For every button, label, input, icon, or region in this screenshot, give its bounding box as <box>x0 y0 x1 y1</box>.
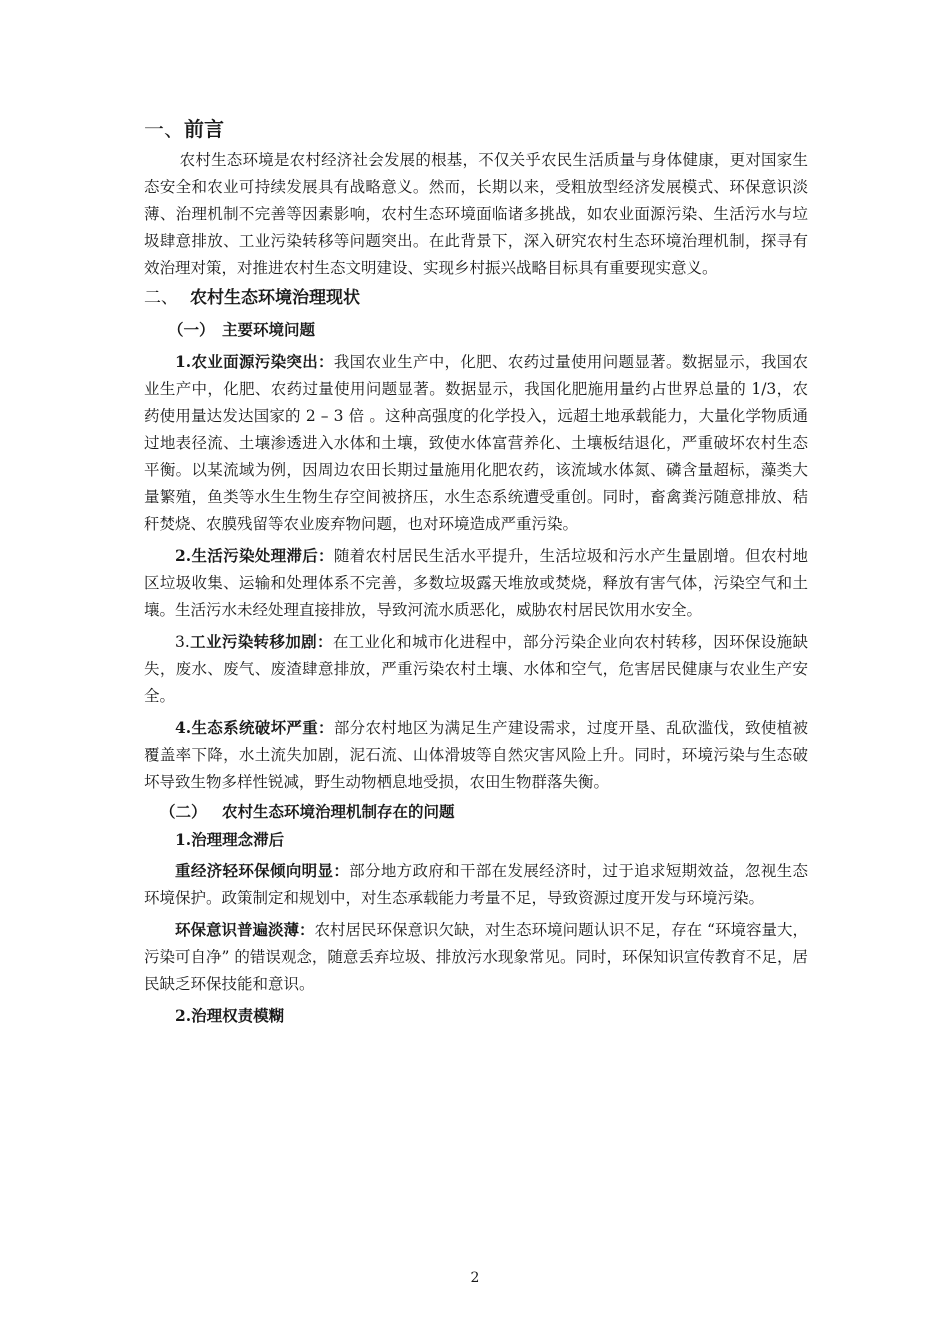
paragraph-ecosystem-damage <box>144 714 808 796</box>
paragraph-economy-over-environment <box>144 857 808 912</box>
paragraph-lead: 4.生态系统破坏严重： <box>175 718 334 737</box>
subsection-heading-mechanism <box>144 798 808 826</box>
intro-paragraph: 农村生态环境是农村经济社会发展的根基，不仅关乎农民生活质量与身体健康，更对国家生态安全和农业可持续发展具有战略意义。然而，长期以来，受粗放型经济发展模式、环保意识淡薄、治理机制不完善等因素影响，农村生态环境面临诸多挑战，如农业面源污染、生活污水与垃圾肆意排放、工业污染转移等问题突出。在此背景下，深入研究农村生态环境治理机制，探寻有效治理对策，对推进农村生态文明建设、实现乡村振兴战略目标具有重要现实意义。 <box>144 151 808 277</box>
paragraph-text: 在工业化和城市化进程中，部分污染企业向农村转移，因环保设施缺失，废水、废气、废渣肆意排放，严重污染农村土壤、水体和空气，危害居民健康与农业生产安全。 <box>144 633 808 705</box>
paragraph-lead: 工业污染转移加剧： <box>189 632 333 651</box>
paragraph-text: 农村居民环保意识欠缺，对生态环境问题认识不足，存在 “环境容量大，污染可自净” 的错误观念，随意丢弃垃圾、排放污水现象常见。同时，环保知识宣传教育不足，居民缺乏环保技能和意识。 <box>144 921 808 993</box>
subsection-number: （二） <box>160 802 207 821</box>
paragraph-lead: 1.农业面源污染突出： <box>175 352 334 371</box>
item-heading-responsibility: 2.治理权责模糊 <box>175 1006 285 1025</box>
section-number: 二、 <box>144 288 178 308</box>
paragraph-lead: 2.生活污染处理滞后： <box>175 546 334 565</box>
section-heading-status <box>144 282 808 314</box>
subsection-title: 主要环境问题 <box>222 320 316 339</box>
section-heading-preface <box>144 113 808 145</box>
paragraph-lead: 重经济轻环保倾向明显： <box>175 861 350 880</box>
page-number: 2 <box>470 1270 480 1286</box>
subsection-number: （一） <box>168 320 215 339</box>
paragraph-number: 3. <box>175 633 190 651</box>
section-title: 农村生态环境治理现状 <box>190 288 360 308</box>
paragraph-industrial-pollution <box>144 628 808 710</box>
item-heading-concept: 1.治理理念滞后 <box>175 830 285 849</box>
section-number: 一、 <box>144 117 184 141</box>
paragraph-domestic-pollution <box>144 542 808 624</box>
paragraph-text: 我国农业生产中，化肥、农药过量使用问题显著。数据显示，我国农业生产中，化肥、农药过量使用问题显著。数据显示，我国化肥施用量约占世界总量的 1/3，农药使用量达发达国家的 2 – 3 倍 。这种高强度的化学投入，远超土地承载能力，大量化学物质通过地表径流、土壤渗透进入水体和土壤，致使水体富营养化、土壤板结退化，严重破坏农村生态平衡。以某流域为例，因周边农田长期过量施用化肥农药，该流域水体氮、磷含量超标，藻类大量繁殖，鱼类等水生生物生存空间被挤压，水生态系统遭受重创。同时，畜禽粪污随意排放、秸秆焚烧、农膜残留等农业废弃物问题，也对环境造成严重污染。 <box>144 353 808 533</box>
paragraph-text: 部分农村地区为满足生产建设需求，过度开垦、乱砍滥伐，致使植被覆盖率下降，水土流失加剧，泥石流、山体滑坡等自然灾害风险上升。同时，环境污染与生态破坏导致生物多样性锐减，野生动物栖息地受损，农田生物群落失衡。 <box>144 719 808 791</box>
page-content <box>144 113 808 1029</box>
paragraph-text: 部分地方政府和干部在发展经济时，过于追求短期效益，忽视生态环境保护。政策制定和规划中，对生态承载能力考量不足，导致资源过度开发与环境污染。 <box>144 862 808 907</box>
subsection-heading-problems <box>144 316 808 344</box>
paragraph-lead: 环保意识普遍淡薄： <box>175 920 315 939</box>
paragraph-agri-pollution <box>144 348 808 538</box>
paragraph-awareness <box>144 916 808 998</box>
subsection-title: 农村生态环境治理机制存在的问题 <box>222 802 455 821</box>
section-title: 前言 <box>184 117 224 141</box>
paragraph-text: 随着农村居民生活水平提升，生活垃圾和污水产生量剧增。但农村地区垃圾收集、运输和处理体系不完善，多数垃圾露天堆放或焚烧，释放有害气体，污染空气和土壤。生活污水未经处理直接排放，导致河流水质恶化，威胁农村居民饮用水安全。 <box>144 547 808 619</box>
